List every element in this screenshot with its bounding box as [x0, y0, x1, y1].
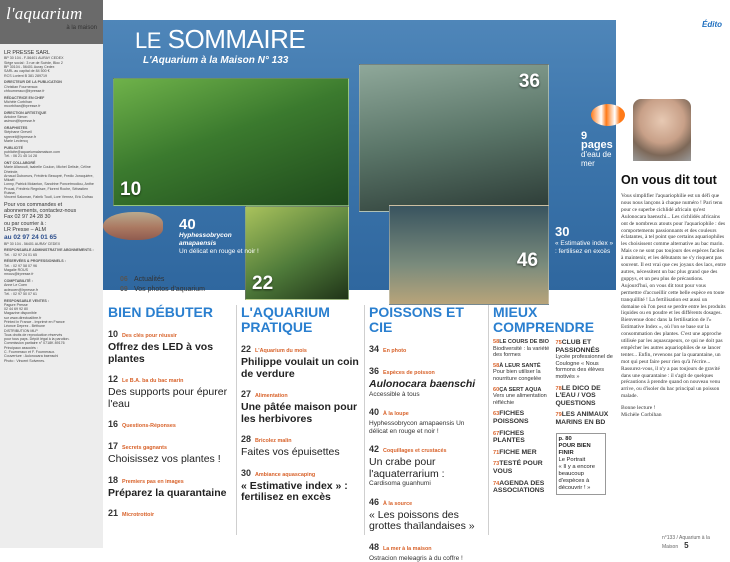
toc-headline: Philippe voulait un coin de verdure	[241, 357, 359, 380]
subscribe-line: Fax 02 97 24 28 30	[4, 214, 99, 220]
photo-cichlid[interactable]	[359, 64, 549, 212]
photo-page-number: 22	[252, 273, 273, 295]
service-line: Magazine disponible	[4, 311, 99, 315]
service-line: sur www.directoalibre.fr	[4, 316, 99, 320]
mc-page: 74	[493, 481, 499, 487]
toc-category: Microtrottoir	[122, 512, 154, 518]
toc-item[interactable]	[108, 503, 231, 521]
section-title: L'AQUARIUM PRATIQUE	[241, 305, 359, 335]
sea-pages-caption: 9 pages d'eau de mer	[581, 132, 616, 168]
toc-category: Secrets gagnants	[122, 445, 167, 451]
masthead-column	[0, 0, 103, 548]
company-line: SARL au capital de 84 500 €	[4, 69, 99, 73]
toc-page: 12	[108, 374, 122, 384]
issue-subtitle: L'Aquarium à la Maison N° 133	[143, 55, 288, 66]
toc-item[interactable]	[108, 324, 231, 365]
service-line: Couverture : Aulonocara baenschi	[4, 354, 99, 358]
credit-line: Christian Fourneraux	[4, 85, 99, 89]
credit-line: Proust, Frédéric Regnisze, Florent Roche, Sébastien Ruisse,	[4, 187, 99, 196]
toc-item[interactable]	[241, 429, 359, 459]
service-line: Principaux associés :	[4, 346, 99, 350]
company-line: BP 30 104 - F-56401 AURAY CEDEX	[4, 56, 99, 60]
mc-title: FICHES PLANTES	[493, 430, 525, 445]
toc-category: Questions-Réponses	[122, 423, 176, 429]
mc-item[interactable]	[556, 385, 615, 408]
mc-title: LE DICO DE L'EAU / VOS QUESTIONS	[556, 385, 601, 407]
toc-headline: « Les poissons des grottes thaïlandaises »	[369, 510, 484, 533]
toc-item[interactable]	[369, 537, 484, 562]
credit-line: Marie Allanoult, Isabelle Coulon, Michel Delisle, Céline Dheinde,	[4, 165, 99, 174]
company-line: Siège social : 3 rue de Suède, Bloc 2	[4, 61, 99, 65]
toc-headline: Aulonocara baenschi	[369, 379, 484, 391]
tetra-fish-image	[103, 212, 163, 240]
photo-page-number: 40	[179, 216, 196, 233]
service-heading: RÉSERVÉES & PROFESSIONNELS :	[4, 259, 99, 263]
toc-headline: Choisissez vos plantes !	[108, 454, 231, 466]
service-line: DISTRIBUTION MLP	[4, 329, 99, 333]
mc-item[interactable]	[493, 480, 552, 495]
toc-category: Espèces de poisson	[383, 370, 435, 376]
toc-item[interactable]	[369, 361, 484, 398]
mc-sub: Lycée professionnel de Coulogne « Nous formons des élèves motivés »	[556, 354, 613, 380]
toc-category: Le B.A. ba du bac marin	[122, 378, 183, 384]
service-line: C. Fourneraux et F. Fourneraux.	[4, 350, 99, 354]
toc-page: 48	[369, 542, 383, 552]
credit-line: Lonny, Patrick Molanton, Sandrine Poncetmodiou, Anthe	[4, 182, 99, 186]
mc-page: 73	[493, 461, 499, 467]
service-line: 02 44 69 92 80	[4, 307, 99, 311]
portrait-box[interactable]: p. 80 POUR BIEN FINIR Le Portrait « Il y a encore beaucoup d'espèces à découvrir ! »	[556, 433, 606, 495]
service-line: Tél. : 02 97 50 07 61	[4, 292, 99, 296]
toc-category: Alimentation	[255, 393, 288, 399]
service-line: Tél. : 02 97 58 07 96	[4, 264, 99, 268]
credit-line: Arnaud Duboeurs, Frédéric Beaupré, Fredic Joncquière, Mikaël	[4, 174, 99, 183]
mc-item[interactable]	[493, 363, 552, 383]
toc-item[interactable]	[241, 384, 359, 425]
photo-page-number: 46	[517, 250, 538, 272]
subscribe-line: abonnements, contactez-nous	[4, 208, 99, 214]
service-line: Léonce Deprez - Béthune	[4, 324, 99, 328]
section-title: BIEN DÉBUTER	[108, 305, 231, 320]
mc-title: AGENDA DES ASSOCIATIONS	[493, 480, 544, 495]
toc-page: 16	[108, 419, 122, 429]
subscribe-line: LR Presse – ALM	[4, 227, 99, 233]
staff-credits	[4, 80, 99, 199]
section-poissons-et-cie	[364, 305, 484, 535]
photo-aquascape[interactable]	[113, 78, 349, 206]
mc-title: LES ANIMAUX MARINS EN BD	[556, 411, 609, 426]
toc-page: 17	[108, 441, 122, 451]
mc-item[interactable]	[556, 411, 615, 426]
toc-item[interactable]	[369, 439, 484, 488]
credit-line: Tél. : 06 21 45 14 28	[4, 154, 99, 158]
contents-row[interactable]	[120, 275, 205, 285]
mc-title: ÇA SERT AQUA	[499, 387, 541, 393]
tetra-caption: Hyphessobrycon amapaensis Un délicat en rouge et noir !	[179, 232, 267, 256]
toc-subline: Cardisoma guanhumi	[369, 480, 484, 488]
toc-category: À la loupe	[383, 411, 409, 417]
mc-item[interactable]	[493, 430, 552, 445]
service-line: Magalie ROUS	[4, 268, 99, 272]
credit-heading: ONT COLLABORÉ	[4, 161, 99, 165]
service-line: Pagure Presse	[4, 303, 99, 307]
toc-item[interactable]	[369, 402, 484, 435]
service-line: pour tous pays. Dépôt légal à la parution.	[4, 337, 99, 341]
toc-item[interactable]	[108, 414, 231, 432]
mc-item[interactable]	[493, 449, 552, 457]
page-number: 09	[120, 285, 134, 295]
section-title: POISSONS ET CIE	[369, 305, 484, 335]
toc-item[interactable]	[108, 436, 231, 466]
mc-column-right	[556, 339, 615, 499]
toc-category: La mer à la maison	[383, 546, 432, 552]
subscribe-line: ou par courrier à :	[4, 221, 99, 227]
credit-heading: DIRECTION ARTISTIQUE	[4, 111, 99, 115]
toc-page: 42	[369, 444, 383, 454]
toc-item[interactable]	[369, 492, 484, 533]
toc-category: Bricolez malin	[255, 438, 292, 444]
credit-heading: PUBLICITÉ	[4, 146, 99, 150]
service-line: Anne Le Coen	[4, 283, 99, 287]
toc-page: 46	[369, 497, 383, 507]
subscribe-line: Pour vos commandes et	[4, 202, 99, 208]
toc-item[interactable]	[369, 339, 484, 357]
mc-page: 58	[493, 363, 499, 369]
mc-page: 78	[556, 386, 562, 392]
mc-item[interactable]	[556, 339, 615, 381]
toc-category: Premiers pas en images	[122, 479, 184, 485]
service-line: Commission paritaire n° 0718K 89176	[4, 341, 99, 345]
logo-text: l'aquarium	[6, 4, 97, 24]
section-aquarium-pratique	[236, 305, 359, 535]
toc-category: En photo	[383, 348, 406, 354]
sommaire-title: LE SOMMAIRE	[135, 26, 305, 54]
photo-page-number: 10	[120, 179, 141, 201]
subscription-phone: au 02 97 24 01 65	[4, 234, 99, 242]
mc-item[interactable]	[493, 410, 552, 425]
mc-page: 79	[556, 412, 562, 418]
top-contents-list	[120, 275, 205, 295]
credit-line: Stéphane Greveil	[4, 130, 99, 134]
edito-label: Édito	[621, 20, 726, 29]
mc-title: TESTÉ POUR VOUS	[493, 460, 543, 475]
magazine-logo	[0, 0, 103, 44]
service-line: Photo : Vincent Solvenes.	[4, 359, 99, 363]
credit-line: Vincent Saloman, Fabrik Toutl, Lore Vernez, Eric Dufrau	[4, 195, 99, 199]
photo-page-number: 30	[555, 224, 569, 239]
sommaire-hero	[103, 20, 616, 290]
toc-item[interactable]	[241, 463, 359, 504]
mc-page: 75	[556, 340, 562, 346]
fertilize-caption: « Estimative index » : fertilisez en excès	[555, 240, 615, 255]
mc-sub: Biodiversité : la variété des formes	[493, 346, 549, 359]
mc-page: 67	[493, 431, 499, 437]
company-line: LR PRESSE SARL	[4, 50, 99, 56]
mc-sub: Vers une alimentation réfléchie	[493, 393, 547, 406]
mc-title: FICHE MER	[499, 449, 536, 456]
credit-heading: DIRECTEUR DE LA PUBLICATION	[4, 80, 99, 84]
mc-page: 71	[493, 450, 499, 456]
service-line: Tél. : 02 97 24 01 65	[4, 253, 99, 257]
toc-category: Ambiance aquascaping	[255, 472, 315, 478]
toc-page: 30	[241, 468, 255, 478]
toc-headline: « Estimative index » : fertilisez en excès	[241, 481, 359, 504]
section-title: MIEUX COMPRENDRE	[493, 305, 614, 335]
subscription-address: BP 30 104 - 56401 AURAY CEDEX	[4, 242, 99, 246]
toc-category: À la source	[383, 501, 412, 507]
page-number: 06	[120, 275, 134, 285]
mc-page: 60	[493, 387, 499, 393]
edito-title: On vous dit tout	[621, 173, 726, 187]
toc-subline: Hyphessobrycon amapaensis Un délicat en rouge et noir !	[369, 420, 484, 435]
toc-page: 18	[108, 475, 122, 485]
contents-label: Actualités	[134, 276, 164, 283]
mc-sub: Pour bien utiliser la nourriture congelée	[493, 369, 541, 382]
toc-headline: Une pâtée maison pour les herbivores	[241, 402, 359, 425]
service-heading: RESPONSABLE VENTES :	[4, 299, 99, 303]
service-line: aclecoen@lrpresse.fr	[4, 288, 99, 292]
company-line: BP 30104 - 56401 Auray Cedex	[4, 65, 99, 69]
toc-category: Coquillages et crustacés	[383, 448, 447, 454]
photo-cave-fish[interactable]	[389, 205, 549, 305]
credit-heading: GRAPHISTES	[4, 126, 99, 130]
subscription-info	[4, 202, 99, 234]
toc-category: Des clés pour réussir	[122, 333, 177, 339]
contents-label: Vos photos d'aquarium	[134, 286, 205, 293]
editor-portrait	[633, 99, 691, 161]
mc-title: FICHES POISSONS	[493, 410, 529, 425]
toc-headline: Préparez la quarantaine	[108, 488, 231, 500]
credit-line: Michèle Corbihan	[4, 100, 99, 104]
mc-page: 58	[493, 339, 499, 345]
service-line: mrous@lrpresse.fr	[4, 272, 99, 276]
service-line: Tous droits de reproduction réservés	[4, 333, 99, 337]
mc-title: CLUB ET PASSIONNÉS	[556, 339, 600, 354]
edito-column	[617, 20, 730, 548]
credit-line: asimon@lrpresse.fr	[4, 119, 99, 123]
edito-signature: Bonne lecture ! Michèle Corbihan	[621, 405, 726, 419]
toc-headline: Des supports pour épurer l'eau	[108, 387, 231, 410]
toc-subline: Ostracion meleagris à du coffre !	[369, 555, 484, 562]
toc-page: 40	[369, 407, 383, 417]
mc-item[interactable]	[493, 339, 552, 359]
logo-subtext: à la maison	[6, 24, 97, 32]
credit-line: mcorbihan@lrpresse.fr	[4, 104, 99, 108]
toc-page: 21	[108, 508, 122, 518]
toc-headline: Un crabe pour l'aquaterrarium :	[369, 457, 484, 480]
credit-line: publicite@aquariumalamaison.com	[4, 150, 99, 154]
toc-item[interactable]	[108, 470, 231, 500]
credit-line: Antoine Simon	[4, 115, 99, 119]
toc-headline: Faites vos épuisettes	[241, 447, 359, 459]
credit-line: sgreveil@lrpresse.fr	[4, 135, 99, 139]
company-line: RCS Lorient B 381 289719	[4, 74, 99, 78]
toc-page: 34	[369, 344, 383, 354]
mc-title: À LEUR SANTÉ	[499, 363, 540, 369]
section-mieux-comprendre	[488, 305, 614, 535]
service-heading: COMPTABILITÉ :	[4, 279, 99, 283]
toc-page: 28	[241, 434, 255, 444]
credit-heading: RÉDACTRICE EN CHEF	[4, 96, 99, 100]
credit-line: chfourneraux@lrpresse.fr	[4, 89, 99, 93]
mc-title: LE COURS DE BIO	[499, 339, 549, 345]
credit-line: Marie Leclercq	[4, 139, 99, 143]
service-contacts	[4, 248, 99, 363]
toc-page: 22	[241, 344, 255, 354]
service-heading: RESPONSABLE ADMINISTRATIVE ABONNEMENTS :	[4, 248, 99, 252]
toc-subline: Accessible à tous	[369, 391, 484, 399]
toc-category: L'Aquarium du mois	[255, 348, 307, 354]
toc-item[interactable]	[241, 339, 359, 380]
mc-page: 63	[493, 411, 499, 417]
edito-body: Vous simplifier l'aquariophilie est un défi que nous nous lançons à chaque numéro ! Pari tenu pour ce superbe cichlidé africain qu'est Aulonocara baenschi... Les cichlidés africains ont de nombreux atouts pour l'aquariophile : des comportements passionnants et des couleurs éclatantes, à tel point que certains aquariophiles les choisissent comme alternative au bac marin. Mais ce ne sont pas toujours des espèces faciles à maintenir, et les débutants ne s'y risquent pas souvent. Il est vrai que ces joyaux des lacs, entre autres, nécessitent un bac plus grand que des guppys, et un peu plus de précautions. Aujourd'hui, on vous dit tout pour vous permettre d'accueillir cette belle espèce en toute tranquillité ! La fertilisation est aussi un domaine où l'on peut se perdre entre les produits liquides ou en poudre et les différents dosages. Bienvenue donc dans la fertilisation de l'« Estimative Index », où l'on se base sur la consommation des plantes. C'est une approche utilisée par les aquascapeurs, ce qui ne doit pas empêcher les autres aquariophiles de se lancer tenter... Enfin, revenons par la quarantaine, un mot qui peut faire peur rien qu'à l'écrire... Rassurez-vous, il n'y a pas toujours de gravité dans une quarantaine : il s'agit de quelques précautions à prendre quand on nouveau venu arrive, ou d'isoler du bac principal un poisson malade.	[621, 193, 726, 400]
mc-item[interactable]	[493, 460, 552, 475]
mc-column-left	[493, 339, 552, 499]
toc-item[interactable]	[108, 369, 231, 410]
page-footer: n°133 / Aquarium à la Maison 5	[662, 535, 730, 550]
service-line: Printed in France - Imprimé en France	[4, 320, 99, 324]
contents-row[interactable]	[120, 285, 205, 295]
toc-page: 27	[241, 389, 255, 399]
photo-page-number: 36	[519, 71, 540, 93]
toc-headline: Offrez des LED à vos plantes	[108, 342, 231, 365]
company-info	[4, 50, 99, 78]
toc-page: 10	[108, 329, 122, 339]
section-bien-debuter	[108, 305, 231, 535]
mc-item[interactable]	[493, 387, 552, 407]
toc-page: 36	[369, 366, 383, 376]
